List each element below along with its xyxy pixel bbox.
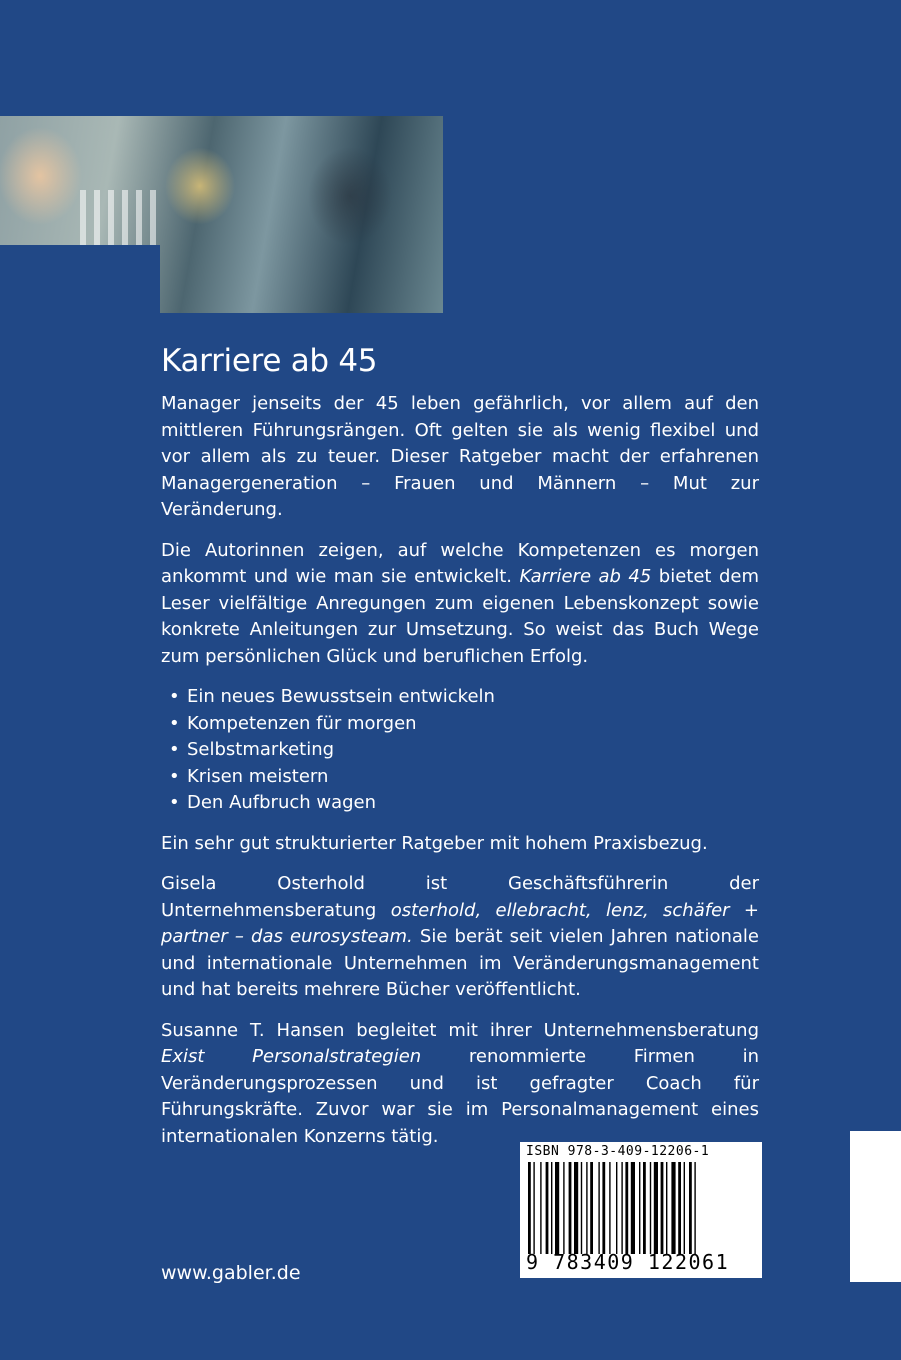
list-item: • Den Aufbruch wagen bbox=[187, 790, 759, 817]
book-title: Karriere ab 45 bbox=[161, 343, 378, 379]
barcode-bars bbox=[528, 1162, 754, 1254]
paragraph-osterhold: Gisela Osterhold ist Geschäftsführerin der Unternehmensberatung osterhold, ellebracht, lenz, schäfer + partner – das eurosysteam. Sie berät seit vielen Jahren nationale und internationale Unternehmen im Veränderungsmanagement und hat bereits mehrere Bücher veröffentlicht. bbox=[161, 873, 759, 1001]
paragraph-authors: Die Autorinnen zeigen, auf welche Kompetenzen es morgen ankommt und wie man sie entwickelt. Karriere ab 45 bietet dem Leser vielfältige Anregungen zum eigenen Lebenskonzept sowie konkrete Anleitungen zur Umsetzung. So weist das Buch Wege zum persönlichen Glück und beruflichen Erfolg. bbox=[161, 539, 759, 667]
paragraph-summary: Ein sehr gut strukturierter Ratgeber mit hohem Praxisbezug. bbox=[161, 832, 708, 854]
company-italic: Exist Personalstrategien bbox=[161, 1046, 422, 1068]
paragraph-intro: Manager jenseits der 45 leben gefährlich, vor allem auf den mittleren Führungsrängen. Oft gelten sie als wenig flexibel und vor allem als zu teuer. Dieser Ratgeber macht der erfahrenen Managergeneration – Frauen und Männern – Mut zur Veränderung. bbox=[161, 393, 759, 521]
price-sticker-area bbox=[850, 1131, 901, 1282]
title-italic: Karriere ab 45 bbox=[519, 566, 652, 588]
photo-cutout bbox=[0, 245, 160, 313]
isbn-number: 9 783409 122061 bbox=[526, 1250, 730, 1274]
list-item: • Selbstmarketing bbox=[187, 737, 759, 764]
list-item: • Krisen meistern bbox=[187, 764, 759, 791]
publisher-website[interactable]: www.gabler.de bbox=[161, 1262, 301, 1284]
back-cover-text bbox=[161, 340, 759, 1164]
isbn-barcode bbox=[520, 1142, 762, 1278]
list-item: • Kompetenzen für morgen bbox=[187, 711, 759, 738]
paragraph-hansen: Susanne T. Hansen begleitet mit ihrer Unternehmensberatung Exist Personalstrategien renommierte Firmen in Veränderungsprozessen und ist gefragter Coach für Führungskräfte. Zuvor war sie im Personalmanagement eines internationalen Konzerns tätig. bbox=[161, 1019, 759, 1147]
company-italic: osterhold, ellebracht, lenz, schäfer + partner – das eurosysteam. bbox=[161, 899, 759, 948]
topic-list bbox=[161, 684, 759, 817]
list-item: • Ein neues Bewusstsein entwickeln bbox=[187, 684, 759, 711]
champagne-glasses-detail bbox=[80, 190, 160, 250]
isbn-label: ISBN 978-3-409-12206-1 bbox=[526, 1144, 710, 1159]
